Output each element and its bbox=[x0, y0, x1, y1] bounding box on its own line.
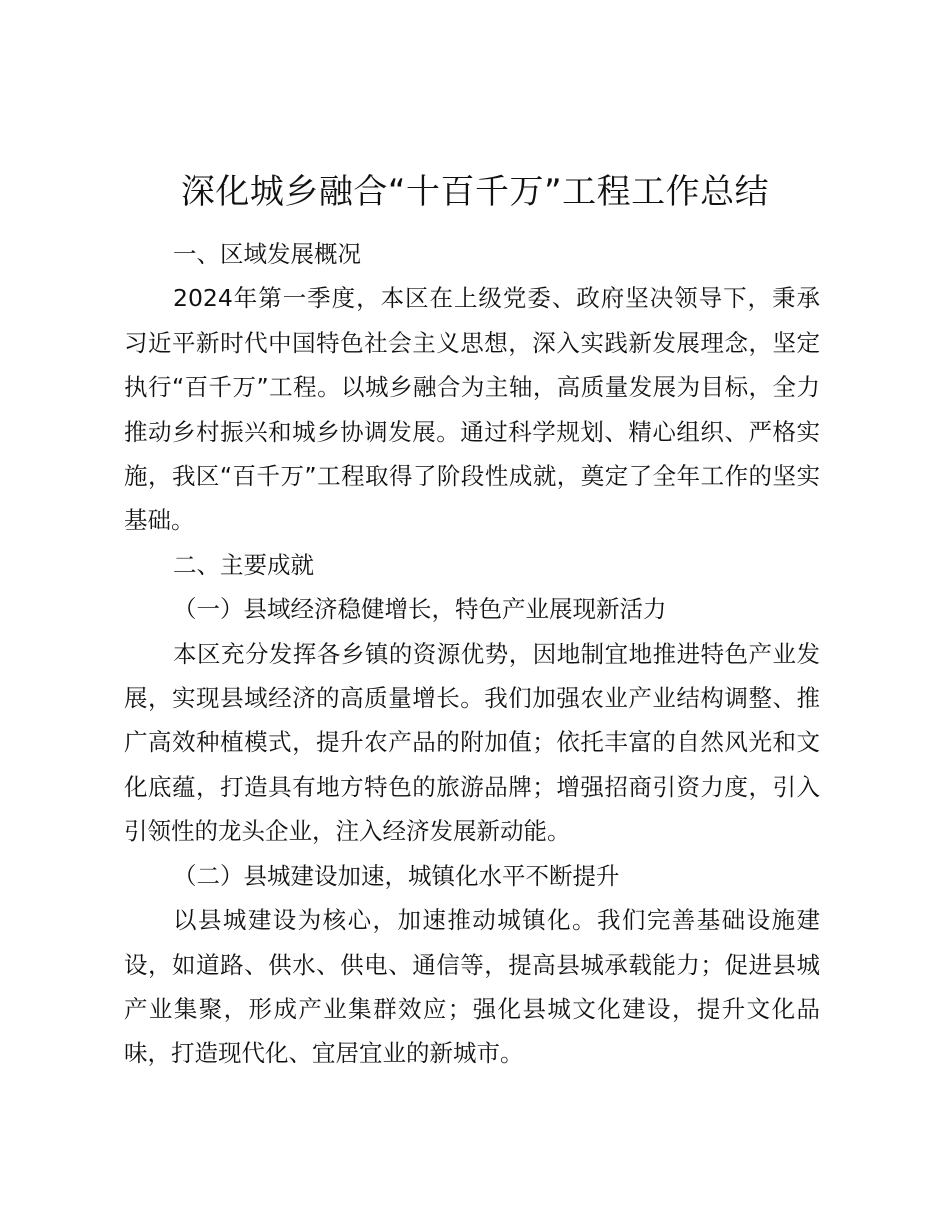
document-body bbox=[124, 232, 820, 1076]
section-heading-achievements: 二、主要成就 bbox=[173, 550, 314, 579]
paragraph-county-town-construction: 以县城建设为核心，加速推动城镇化。我们完善基础设施建设，如道路、供水、供电、通信等，提高县城承载能力；促进县城产业集聚，形成产业集群效应；强化县城文化建设，提升文化品味，打造现代化、宜居宜业的新城市。 bbox=[124, 906, 820, 1068]
subheading-county-town-construction: （二）县城建设加速，城镇化水平不断提升 bbox=[173, 861, 620, 890]
paragraph-county-economy: 本区充分发挥各乡镇的资源优势，因地制宜地推进特色产业发展，实现县域经济的高质量增长。我们加强农业产业结构调整、推广高效种植模式，提升农产品的附加值；依托丰富的自然风光和文化底蕴，打造具有地方特色的旅游品牌；增强招商引资力度，引入引领性的龙头企业，注入经济发展新动能。 bbox=[124, 639, 820, 846]
document-title: 深化城乡融合“十百千万”工程工作总结 bbox=[180, 172, 770, 212]
paragraph-overview: 2024年第一季度，本区在上级党委、政府坚决领导下，秉承习近平新时代中国特色社会主义思想，深入实践新发展理念，坚定执行“百千万”工程。以城乡融合为主轴，高质量发展为目标，全力推动乡村振兴和城乡协调发展。通过科学规划、精心组织、严格实施，我区“百千万”工程取得了阶段性成就，奠定了全年工作的坚实基础。 bbox=[124, 284, 820, 535]
section-heading-overview: 一、区域发展概况 bbox=[173, 240, 361, 268]
subheading-county-economy: （一）县域经济稳健增长，特色产业展现新活力 bbox=[173, 595, 667, 624]
